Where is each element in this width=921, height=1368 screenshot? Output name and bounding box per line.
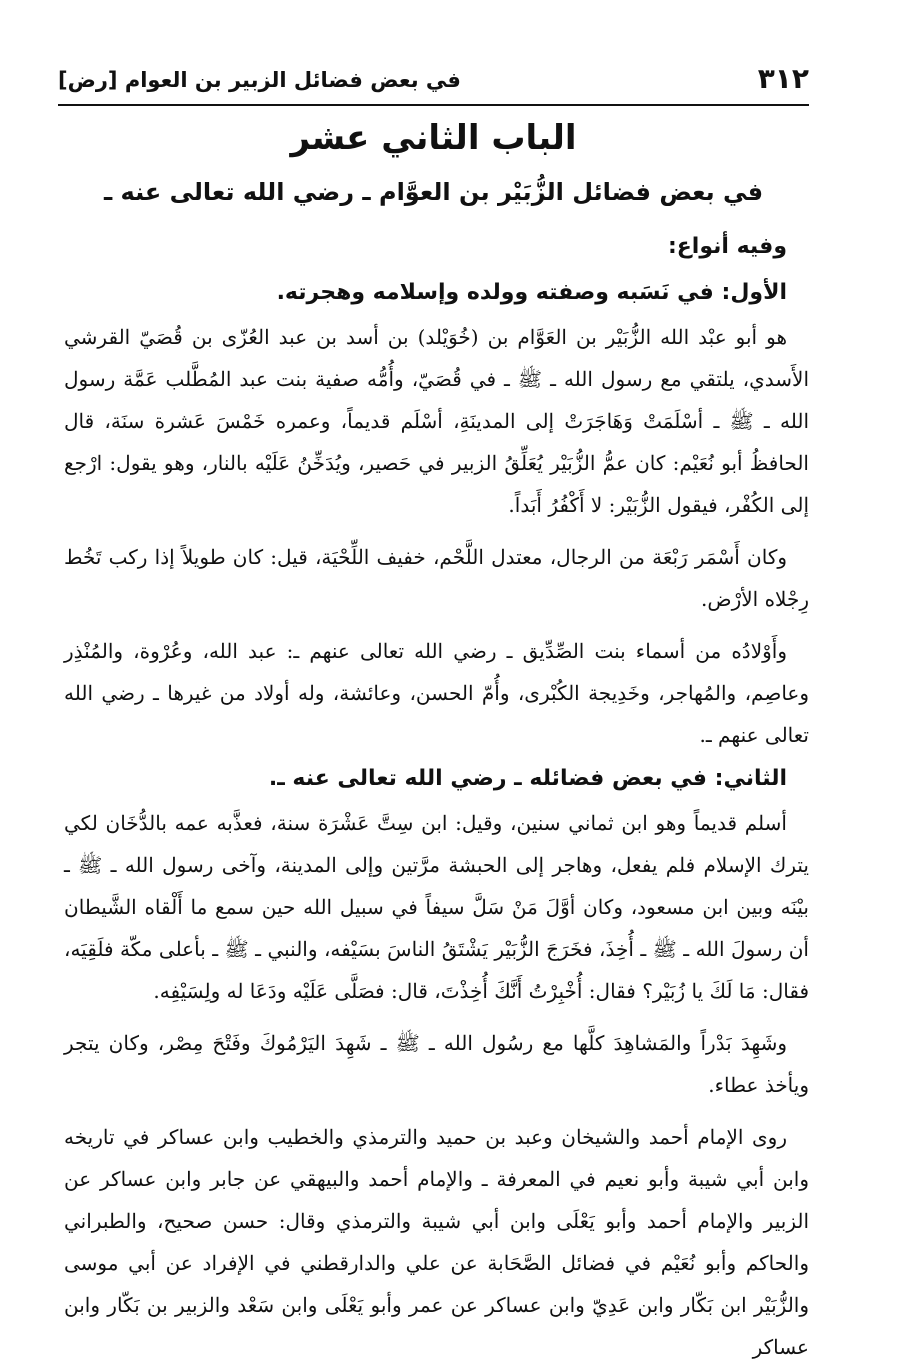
- section-first-label: الأول:: [721, 280, 787, 305]
- section-intro: وفيه أنواع:: [667, 234, 787, 259]
- chapter-title: الباب الثاني عشر: [290, 118, 577, 158]
- chapter-subtitle: في بعض فضائل الزُّبَيْر بن العوَّام ـ رضي الله تعالى عنه ـ: [103, 178, 764, 206]
- paragraph-lineage: [64, 316, 809, 526]
- paragraph-description: [64, 536, 809, 620]
- paragraph-narrators-text: روى الإمام أحمد والشيخان وعبد بن حميد والترمذي والخطيب وابن عساكر في تاريخه وابن أبي شيبة وأبو نعيم في المعرفة ـ والإمام أحمد والبيهقي عن جابر وابن عساكر عن الزبير والإمام أحمد وأبو يَعْلَى وابن أبي شيبة والترمذي وقال: حسن صحيح، والطبراني والحاكم وأبو نُعَيْم في فضائل الصَّحَابة عن علي والدارقطني في الإفراد عن أبي موسى والزُّبَيْر ابن بَكّار وابن عَدِيّ وابن عساكر عن عمر وأبو يَعْلَى وابن سَعْد والزبير بن بَكّار وابن عساكر: [64, 1125, 809, 1359]
- body-text: [64, 224, 809, 1368]
- section-second-title: في بعض فضائله ـ رضي الله تعالى عنه ـ.: [268, 766, 707, 791]
- section-first-title: في نَسَبه وصفته وولده وإسلامه وهجرته.: [276, 280, 714, 305]
- section-first-heading: [64, 270, 809, 316]
- paragraph-battles-text: وشَهِدَ بَدْراً والمَشاهِدَ كلَّها مع رسُول الله ـ ﷺ ـ شَهِدَ اليَرْمُوكَ وفَتْحَ مِصْر، وكان يتجر ويأخذ عطاء.: [64, 1031, 809, 1097]
- paragraph-description-text: وكان أَسْمَر رَبْعَة من الرجال، معتدل اللَّحْم، خفيف اللِّحْيَة، قيل: كان طويلاً إذا ركب تَخُط رِجْلاه الأرْض.: [64, 545, 809, 611]
- paragraph-virtues-text: أسلم قديماً وهو ابن ثماني سنين، وقيل: ابن سِتَّ عَشْرَة سنة، فعذَّبه عمه بالدُّخَان لكي يترك الإسلام فلم يفعل، وهاجر إلى الحبشة مرَّتين وإلى المدينة، وآخى رسول الله ـ ﷺ ـ بيْنَه وبين ابن مسعود، وكان أوَّلَ مَنْ سَلَّ سيفاً في سبيل الله حين سمع ما أَلْقاه الشَّيطان أن رسولَ الله ـ ﷺ ـ أُخِذَ، فخَرَجَ الزُّبَيْر يَشْتَقُ الناسَ بسَيْفه، والنبي ـ ﷺ ـ بأعلى مكّة فلَقِيَه، فقال: مَا لَكَ يا زُبَيْر؟ فقال: أُخْبِرْتُ أَنَّكَ أُخِذْتَ، قال: فصَلَّى عَلَيْه ودَعَا له ولِسَيْفِه.: [64, 811, 809, 1003]
- paragraph-narrators: [64, 1116, 809, 1368]
- running-title: في بعض فضائل الزبير بن العوام [رض]: [58, 68, 461, 92]
- paragraph-children: [64, 630, 809, 756]
- paragraph-battles: [64, 1022, 809, 1106]
- paragraph-lineage-text: هو أبو عبْد الله الزُّبَيْر بن العَوَّام بن (خُوَيْلد) بن أسد بن عبد العُزّى بن قُصَيّ القرشي الأَسدي، يلتقي مع رسول الله ـ ﷺ ـ في قُصَيّ، وأُمُّه صفية بنت عبد المُطَّلب عَمَّة رسول الله ـ ﷺ ـ أسْلَمَتْ وَهَاجَرَتْ إلى المدينَةِ، أسْلَم قديماً، وعمره خَمْسَ عَشرة سنَة، قال الحافظُ أبو نُعَيْم: كان عمُّ الزُّبَيْر يُعَلِّقُ الزبير في حَصير، ويُدَخِّنُ عَلَيْه بالنار، وهو يقول: ارْجع إلى الكُفْر، فيقول الزُّبَيْر: لا أَكْفُرُ أَبَداً.: [64, 325, 809, 517]
- paragraph-children-text: وأَوْلادُه من أسماء بنت الصِّدِّيق ـ رضي الله تعالى عنهم ـ: عبد الله، وعُرْوة، والمُنْذِر وعاصِم، والمُهاجر، وخَدِيجة الكُبْرى، وأُمّ الحسن، وعائشة، وله أولاد من غيرها ـ رضي الله تعالى عنهم ـ.: [64, 639, 809, 747]
- section-second-label: الثاني:: [714, 766, 787, 791]
- paragraph-virtues: [64, 802, 809, 1012]
- page-number: ٣١٢: [757, 62, 809, 95]
- page-header: [58, 60, 809, 106]
- section-second-heading: [64, 756, 809, 802]
